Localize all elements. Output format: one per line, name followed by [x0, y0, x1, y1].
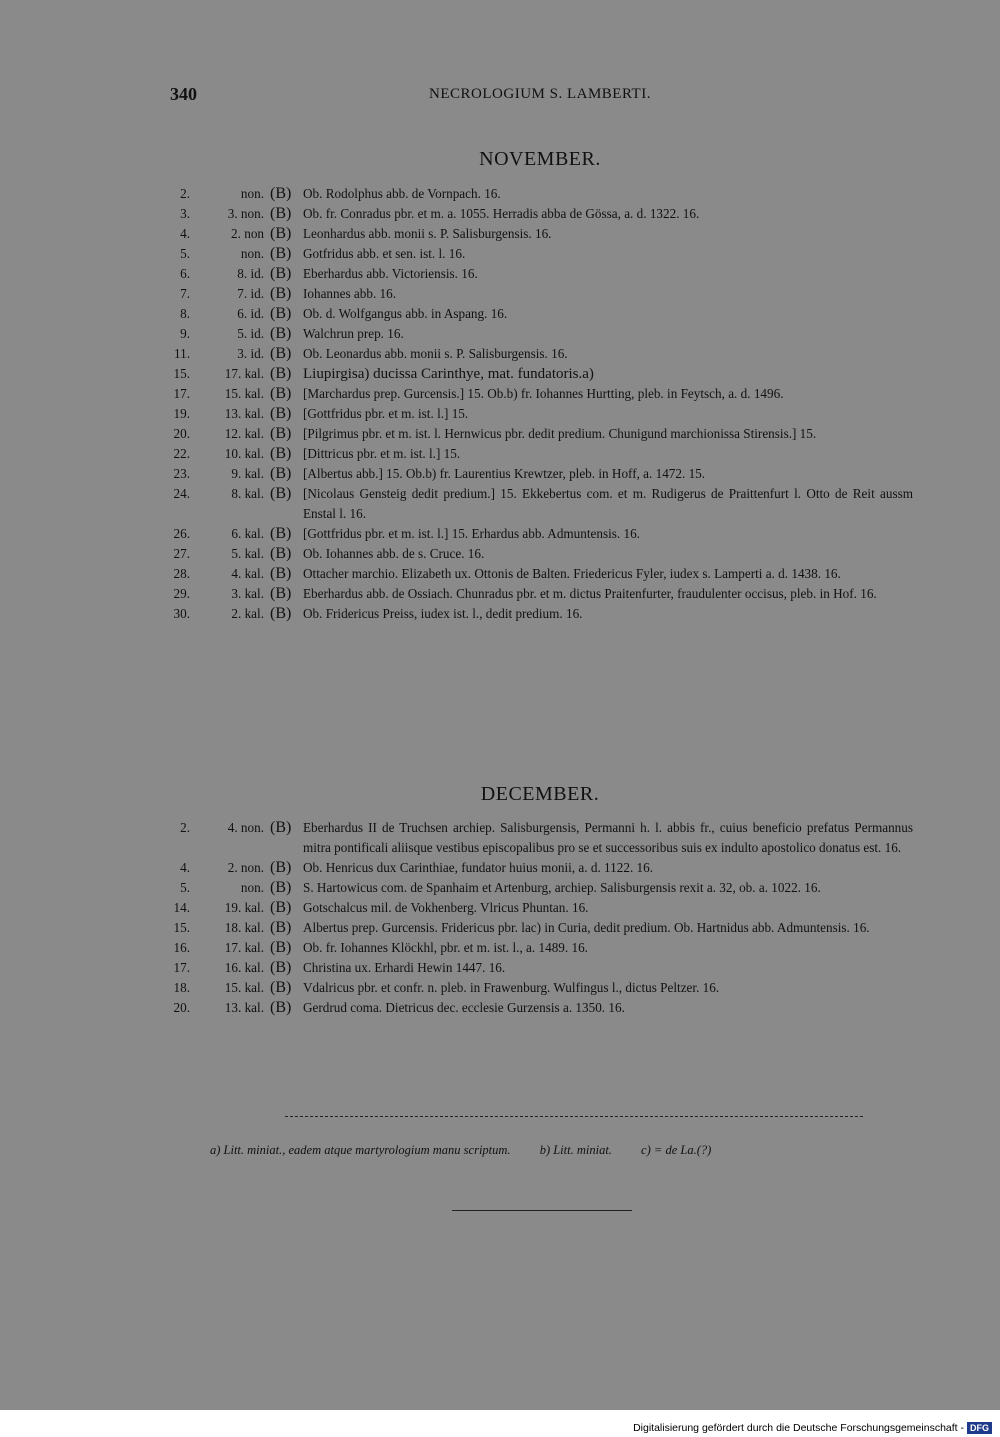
entry-roman-date: 2. non [231, 226, 264, 241]
november-heading: NOVEMBER. [479, 148, 601, 170]
entry-source-mark: (B) [270, 545, 292, 562]
entry-row [168, 344, 913, 364]
dfg-logo: DFG [967, 1422, 992, 1434]
entry-day: 14. [173, 900, 190, 915]
entry-text: Ob. Fridericus Preiss, iudex ist. l., dedit predium. 16. [303, 606, 583, 621]
entry-roman-date: 10. kal. [224, 446, 264, 461]
entry-source-mark: (B) [270, 939, 292, 956]
entry-text: Ob. Iohannes abb. de s. Cruce. 16. [303, 546, 485, 561]
entry-text: Ottacher marchio. Elizabeth ux. Ottonis de Balten. Friedericus Fyler, iudex s. Lamperti a. d. 1438. 16. [303, 566, 841, 581]
entry-text: Gotfridus abb. et sen. ist. l. 16. [303, 246, 466, 261]
entry-text: [Pilgrimus pbr. et m. ist. l. Hernwicus pbr. dedit predium. Chunigund marchionissa Stirensis.] 15. [303, 426, 817, 441]
entry-day: 20. [173, 426, 190, 441]
entry-row [168, 444, 913, 464]
entry-source-mark: (B) [270, 979, 292, 996]
footnote-separator [285, 1116, 863, 1117]
entry-roman-date: 2. kal. [231, 606, 264, 621]
december-heading: DECEMBER. [480, 783, 600, 805]
footnote-c: c) = de La.(?) [641, 1143, 712, 1157]
entry-text: Eberhardus II de Truchsen archiep. Salisburgensis, Permanni h. l. abbis fr., cuius beneficio prefatus Permannus mitra pontificali aliisque vestibus episcopalibus pro se et successoribus suis ex indulto apostolico donatus est. 16. [303, 820, 913, 855]
entry-source-mark: (B) [270, 565, 292, 582]
entry-text: Albertus prep. Gurcensis. Fridericus pbr. lac) in Curia, dedit predium. Ob. Hartnidus abb. Admuntensis. 16. [303, 920, 870, 935]
credit-text: Digitalisierung gefördert durch die Deutsche Forschungsgemeinschaft - [633, 1422, 964, 1434]
entry-row [168, 938, 913, 958]
entry-row [168, 818, 913, 858]
entry-row [168, 918, 913, 938]
entry-text: Ob. Henricus dux Carinthiae, fundator huius monii, a. d. 1122. 16. [303, 860, 654, 875]
entry-roman-date: 3. non. [227, 206, 264, 221]
entry-roman-date: 5. id. [237, 326, 264, 341]
entry-roman-date: 8. id. [237, 266, 264, 281]
entry-day: 26. [173, 526, 190, 541]
entry-roman-date: 4. kal. [231, 566, 264, 581]
entry-text: Eberhardus abb. de Ossiach. Chunradus pbr. et m. dictus Praitenfurter, fraudulenter occisus, pleb. in Hof. 16. [303, 586, 877, 601]
entry-source-mark: (B) [270, 605, 292, 622]
entry-source-mark: (B) [270, 819, 292, 836]
entry-roman-date: 15. kal. [224, 386, 264, 401]
entry-text: [Nicolaus Gensteig dedit predium.] 15. Ekkebertus com. et m. Rudigerus de Praittenfurt l. Otto de Reit aussm Enstal l. 16. [303, 486, 913, 521]
entry-text: Vdalricus pbr. et confr. n. pleb. in Frawenburg. Wulfingus l., dictus Peltzer. 16. [303, 980, 720, 995]
entry-day: 15. [173, 920, 190, 935]
entry-source-mark: (B) [270, 225, 292, 242]
entry-row [168, 998, 913, 1018]
entry-row [168, 584, 913, 604]
entry-source-mark: (B) [270, 285, 292, 302]
entry-roman-date: 3. kal. [231, 586, 264, 601]
entry-row [168, 304, 913, 324]
entry-row [168, 898, 913, 918]
entry-source-mark: (B) [270, 445, 292, 462]
entry-source-mark: (B) [270, 959, 292, 976]
entry-text: [Gottfridus pbr. et m. ist. l.] 15. [303, 406, 469, 421]
entry-roman-date: 6. id. [237, 306, 264, 321]
footnote-b: b) Litt. miniat. [539, 1143, 612, 1157]
entry-source-mark: (B) [270, 425, 292, 442]
entry-roman-date: 17. kal. [224, 366, 264, 381]
entry-day: 23. [173, 466, 190, 481]
entry-row [168, 524, 913, 544]
entry-roman-date: non. [240, 880, 264, 895]
entry-row [168, 878, 913, 898]
entry-text: [Dittricus pbr. et m. ist. l.] 15. [303, 446, 461, 461]
entry-row [168, 424, 913, 444]
entry-row [168, 324, 913, 344]
december-entries [168, 818, 913, 1018]
entry-row [168, 544, 913, 564]
entry-roman-date: 3. id. [237, 346, 264, 361]
entry-day: 6. [180, 266, 190, 281]
entry-day: 2. [180, 820, 190, 835]
entry-roman-date: 7. id. [237, 286, 264, 301]
page-number: 340 [170, 84, 197, 104]
entry-roman-date: 5. kal. [231, 546, 264, 561]
entry-source-mark: (B) [270, 265, 292, 282]
entry-text: [Marchardus prep. Gurcensis.] 15. Ob.b) fr. Iohannes Hurtting, pleb. in Feytsch, a. d. 1496. [303, 386, 784, 401]
entry-source-mark: (B) [270, 999, 292, 1016]
entry-source-mark: (B) [270, 325, 292, 342]
entry-row [168, 264, 913, 284]
entry-day: 20. [173, 1000, 190, 1015]
entry-text: Ob. Leonardus abb. monii s. P. Salisburgensis. 16. [303, 346, 568, 361]
footnotes [210, 1143, 910, 1158]
entry-row [168, 364, 913, 384]
entry-roman-date: 13. kal. [224, 406, 264, 421]
entry-day: 19. [173, 406, 190, 421]
entry-day: 4. [180, 226, 190, 241]
page-header [170, 84, 910, 110]
entry-text: Gotschalcus mil. de Vokhenberg. Vlricus Phuntan. 16. [303, 900, 589, 915]
funding-credit [633, 1422, 992, 1434]
entry-roman-date: 17. kal. [224, 940, 264, 955]
entry-day: 3. [180, 206, 190, 221]
entry-roman-date: 13. kal. [224, 1000, 264, 1015]
entry-source-mark: (B) [270, 245, 292, 262]
entry-day: 28. [173, 566, 190, 581]
entry-text: Christina ux. Erhardi Hewin 1447. 16. [303, 960, 506, 975]
entry-text: Liupirgisa) ducissa Carinthye, mat. fundatoris.a) [303, 366, 594, 382]
entry-source-mark: (B) [270, 585, 292, 602]
entry-text: [Gottfridus pbr. et m. ist. l.] 15. Erhardus abb. Admuntensis. 16. [303, 526, 640, 541]
entry-day: 30. [173, 606, 190, 621]
entry-roman-date: 12. kal. [224, 426, 264, 441]
entry-row [168, 484, 913, 524]
entry-row [168, 224, 913, 244]
entry-row [168, 244, 913, 264]
entry-source-mark: (B) [270, 465, 292, 482]
entry-day: 11. [174, 346, 190, 361]
entry-row [168, 404, 913, 424]
entry-day: 29. [173, 586, 190, 601]
entry-text: Gerdrud coma. Dietricus dec. ecclesie Gurzensis a. 1350. 16. [303, 1000, 625, 1015]
entry-row [168, 604, 913, 624]
entry-roman-date: 4. non. [227, 820, 264, 835]
entry-source-mark: (B) [270, 859, 292, 876]
end-rule [452, 1210, 632, 1211]
entry-day: 8. [180, 306, 190, 321]
entry-source-mark: (B) [270, 385, 292, 402]
entry-text: Leonhardus abb. monii s. P. Salisburgensis. 16. [303, 226, 552, 241]
entry-day: 27. [173, 546, 190, 561]
november-entries [168, 184, 913, 624]
entry-day: 15. [173, 366, 190, 381]
entry-source-mark: (B) [270, 485, 292, 502]
entry-source-mark: (B) [270, 919, 292, 936]
entry-text: Ob. d. Wolfgangus abb. in Aspang. 16. [303, 306, 508, 321]
entry-source-mark: (B) [270, 899, 292, 916]
entry-source-mark: (B) [270, 305, 292, 322]
entry-row [168, 564, 913, 584]
entry-source-mark: (B) [270, 405, 292, 422]
entry-roman-date: 2. non. [227, 860, 264, 875]
entry-row [168, 958, 913, 978]
entry-day: 4. [180, 860, 190, 875]
entry-roman-date: non. [240, 186, 264, 201]
entry-roman-date: 15. kal. [224, 980, 264, 995]
entry-source-mark: (B) [270, 525, 292, 542]
entry-day: 7. [180, 286, 190, 301]
entry-day: 9. [180, 326, 190, 341]
entry-day: 17. [173, 960, 190, 975]
entry-text: [Albertus abb.] 15. Ob.b) fr. Laurentius Krewtzer, pleb. in Hoff, a. 1472. 15. [303, 466, 706, 481]
entry-day: 22. [173, 446, 190, 461]
entry-roman-date: 19. kal. [224, 900, 264, 915]
entry-roman-date: 8. kal. [231, 486, 264, 501]
entry-text: Ob. Rodolphus abb. de Vornpach. 16. [303, 186, 501, 201]
entry-row [168, 978, 913, 998]
footnote-a: a) Litt. miniat., eadem atque martyrologium manu scriptum. [210, 1143, 511, 1157]
entry-source-mark: (B) [270, 205, 292, 222]
entry-row [168, 858, 913, 878]
entry-row [168, 204, 913, 224]
running-head: NECROLOGIUM S. LAMBERTI. [429, 86, 651, 102]
entry-source-mark: (B) [270, 185, 292, 202]
entry-row [168, 284, 913, 304]
entry-text: Iohannes abb. 16. [303, 286, 397, 301]
entry-text: Eberhardus abb. Victoriensis. 16. [303, 266, 478, 281]
entry-source-mark: (B) [270, 365, 292, 382]
entry-source-mark: (B) [270, 879, 292, 896]
entry-row [168, 464, 913, 484]
entry-text: S. Hartowicus com. de Spanhaim et Artenburg, archiep. Salisburgensis rexit a. 32, ob. a. 1022. 16. [303, 880, 821, 895]
entry-text: Ob. fr. Iohannes Klöckhl, pbr. et m. ist. l., a. 1489. 16. [303, 940, 588, 955]
entry-day: 16. [173, 940, 190, 955]
entry-day: 24. [173, 486, 190, 501]
entry-roman-date: 18. kal. [224, 920, 264, 935]
entry-roman-date: 6. kal. [231, 526, 264, 541]
entry-roman-date: 9. kal. [231, 466, 264, 481]
entry-row [168, 384, 913, 404]
entry-text: Ob. fr. Conradus pbr. et m. a. 1055. Herradis abba de Gössa, a. d. 1322. 16. [303, 206, 700, 221]
entry-roman-date: 16. kal. [224, 960, 264, 975]
entry-row [168, 184, 913, 204]
entry-day: 18. [173, 980, 190, 995]
entry-source-mark: (B) [270, 345, 292, 362]
entry-day: 5. [180, 880, 190, 895]
entry-day: 17. [173, 386, 190, 401]
entry-text: Walchrun prep. 16. [303, 326, 404, 341]
entry-roman-date: non. [240, 246, 264, 261]
entry-day: 2. [180, 186, 190, 201]
entry-day: 5. [180, 246, 190, 261]
